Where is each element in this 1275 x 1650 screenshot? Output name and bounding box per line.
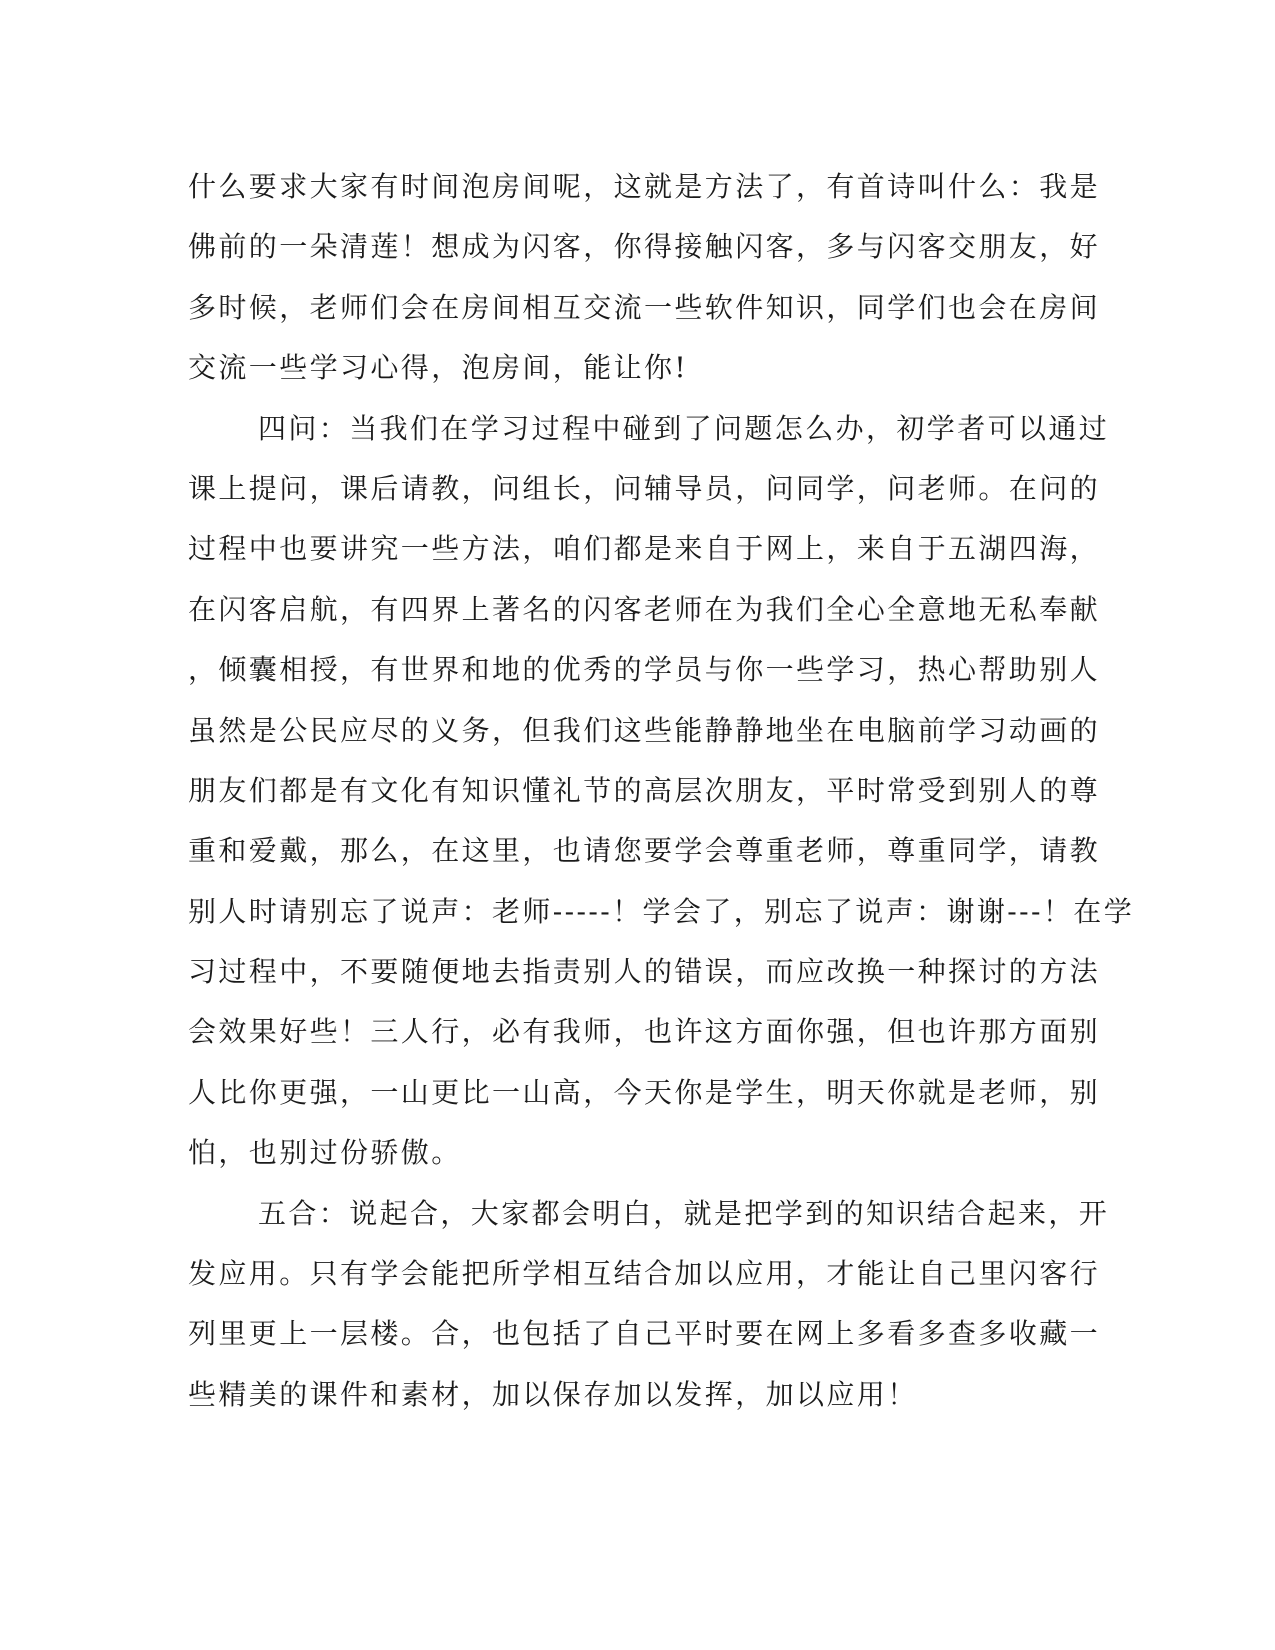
paragraph-2 — [188, 399, 1135, 1184]
text-line: 过程中也要讲究一些方法，咱们都是来自于网上，来自于五湖四海， — [188, 532, 1101, 566]
text-line: 五合：说起合，大家都会明白，就是把学到的知识结合起来，开 — [258, 1196, 1110, 1230]
document-body — [188, 157, 1135, 1425]
text-line: 什么要求大家有时间泡房间呢，这就是方法了，有首诗叫什么：我是 — [188, 170, 1101, 203]
text-line: 四问：当我们在学习过程中碰到了问题怎么办，初学者可以通过 — [258, 411, 1110, 445]
text-line: 佛前的一朵清莲！想成为闪客，你得接触闪客，多与闪客交朋友，好 — [188, 230, 1101, 264]
text-line: 发应用。只有学会能把所学相互结合加以应用，才能让自己里闪客行 — [188, 1257, 1101, 1291]
text-line: 别人时请别忘了说声：老师-----！学会了，别忘了说声：谢谢---！在学 — [188, 894, 1135, 928]
text-line: 虽然是公民应尽的义务，但我们这些能静静地坐在电脑前学习动画的 — [188, 713, 1101, 747]
text-line: 人比你更强，一山更比一山高，今天你是学生，明天你就是老师，别 — [188, 1075, 1101, 1109]
text-line: ，倾囊相授，有世界和地的优秀的学员与你一些学习，热心帮助别人 — [188, 653, 1101, 687]
text-line: 课上提问，课后请教，问组长，问辅导员，问同学，问老师。在问的 — [188, 471, 1101, 505]
text-line: 习过程中，不要随便地去指责别人的错误，而应改换一种探讨的方法 — [188, 955, 1101, 989]
text-line: 重和爱戴，那么，在这里，也请您要学会尊重老师，尊重同学，请教 — [188, 834, 1101, 868]
paragraph-3 — [188, 1184, 1110, 1426]
text-line: 在闪客启航，有四界上著名的闪客老师在为我们全心全意地无私奉献 — [188, 592, 1101, 626]
text-line: 多时候，老师们会在房间相互交流一些软件知识，同学们也会在房间 — [188, 290, 1101, 324]
text-line: 怕，也别过份骄傲。 — [188, 1136, 462, 1170]
paragraph-1 — [188, 157, 1101, 399]
text-line: 交流一些学习心得，泡房间，能让你! — [188, 351, 689, 385]
text-line: 会效果好些！三人行，必有我师，也许这方面你强，但也许那方面别 — [188, 1015, 1101, 1049]
text-line: 列里更上一层楼。合，也包括了自己平时要在网上多看多查多收藏一 — [188, 1317, 1101, 1351]
text-line: 朋友们都是有文化有知识懂礼节的高层次朋友，平时常受到别人的尊 — [188, 773, 1101, 807]
text-line: 些精美的课件和素材，加以保存加以发挥，加以应用！ — [188, 1377, 918, 1411]
